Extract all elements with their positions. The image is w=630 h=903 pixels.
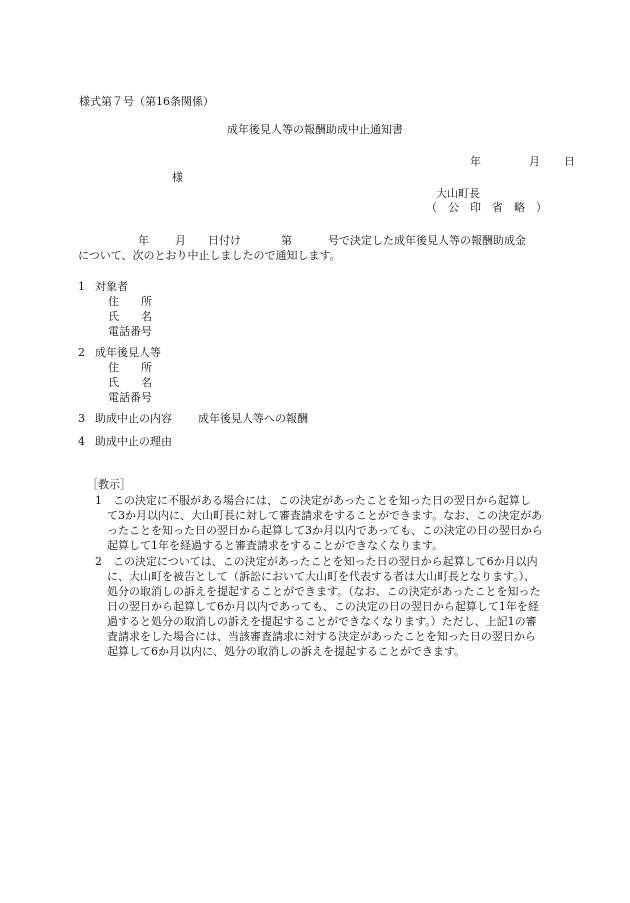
item-2-address-label: 住 所 — [108, 361, 152, 374]
body-month: 月 — [175, 234, 186, 247]
date-line — [470, 155, 575, 169]
document-title: 成年後見人等の報酬助成中止通知書 — [227, 123, 403, 136]
item-1-name-label: 氏 名 — [108, 310, 152, 323]
notice-p2-line: 起算して6か月以内に、処分の取消しの訴えを提起することができます。 — [107, 645, 466, 658]
addressee-suffix: 様 — [172, 171, 183, 184]
notice-p1-line: て3か月以内に、大山町長に対して審査請求をすることができます。なお、この決定があ — [107, 509, 543, 522]
notice-p2-line: 日の翌日から起算して6か月以内であっても、この決定の日の翌日から起算して1年を経 — [107, 600, 539, 613]
form-number: 様式第７号（第16条関係） — [79, 95, 214, 108]
item-1-label: 対象者 — [95, 280, 128, 293]
item-1-phone-label: 電話番号 — [108, 325, 152, 338]
item-3-label: 助成中止の内容 — [95, 412, 172, 425]
notice-p1-line: 起算して1年を経過すると審査請求をすることができなくなります。 — [107, 539, 444, 552]
item-4 — [78, 435, 172, 449]
item-2-phone-label: 電話番号 — [108, 391, 152, 404]
notice-p2-line: 過すると処分の取消しの訴えを提起することができなくなります。）ただし、上記1の審 — [107, 615, 537, 628]
item-3 — [78, 412, 308, 426]
body-dated: 日付け — [208, 234, 241, 247]
item-1-address-label: 住 所 — [108, 295, 152, 308]
date-month: 月 — [529, 155, 540, 168]
notice-p2-line: 査請求をした場合には、当該審査請求に対する決定があったことを知った日の翌日から — [107, 630, 536, 643]
date-year: 年 — [470, 155, 481, 168]
item-1 — [78, 280, 128, 294]
notice-p2-line: 2 この決定については、この決定があったことを知った日の翌日から起算して6か月以内 — [95, 555, 538, 568]
mayor-title: 大山町長 — [436, 187, 480, 200]
date-day: 日 — [564, 155, 575, 168]
notice-p1-line: 1 この決定に不服がある場合には、この決定があったことを知った日の翌日から起算し — [95, 494, 531, 507]
item-4-label: 助成中止の理由 — [95, 435, 172, 448]
notice-p2-line: に、大山町を被告として（訴訟において大山町を代表する者は大山町長となります。）、 — [107, 570, 536, 583]
item-2-name-label: 氏 名 — [108, 376, 152, 389]
body-year: 年 — [138, 234, 149, 247]
item-3-value: 成年後見人等への報酬 — [198, 412, 308, 425]
item-2 — [78, 346, 161, 360]
item-2-number: 2 — [78, 346, 85, 359]
item-4-number: 4 — [78, 435, 85, 448]
body-line-1-rest: 号で決定した成年後見人等の報酬助成金 — [328, 234, 526, 247]
item-1-number: 1 — [78, 280, 85, 293]
notice-heading: ［教示］ — [87, 478, 131, 491]
body-number-prefix: 第 — [281, 234, 292, 247]
body-line-1 — [78, 234, 526, 248]
body-line-2: について、次のとおり中止しましたので通知します。 — [78, 249, 341, 262]
notice-p1-line: ったことを知った日の翌日から起算して3か月以内であっても、この決定の日の翌日から — [107, 524, 543, 537]
item-2-label: 成年後見人等 — [95, 346, 161, 359]
notice-p2-line: 処分の取消しの訴えを提起することができます。（なお、この決定があったことを知った — [107, 585, 541, 598]
item-3-number: 3 — [78, 412, 85, 425]
seal-note: （ 公 印 省 略 ） — [426, 201, 547, 214]
